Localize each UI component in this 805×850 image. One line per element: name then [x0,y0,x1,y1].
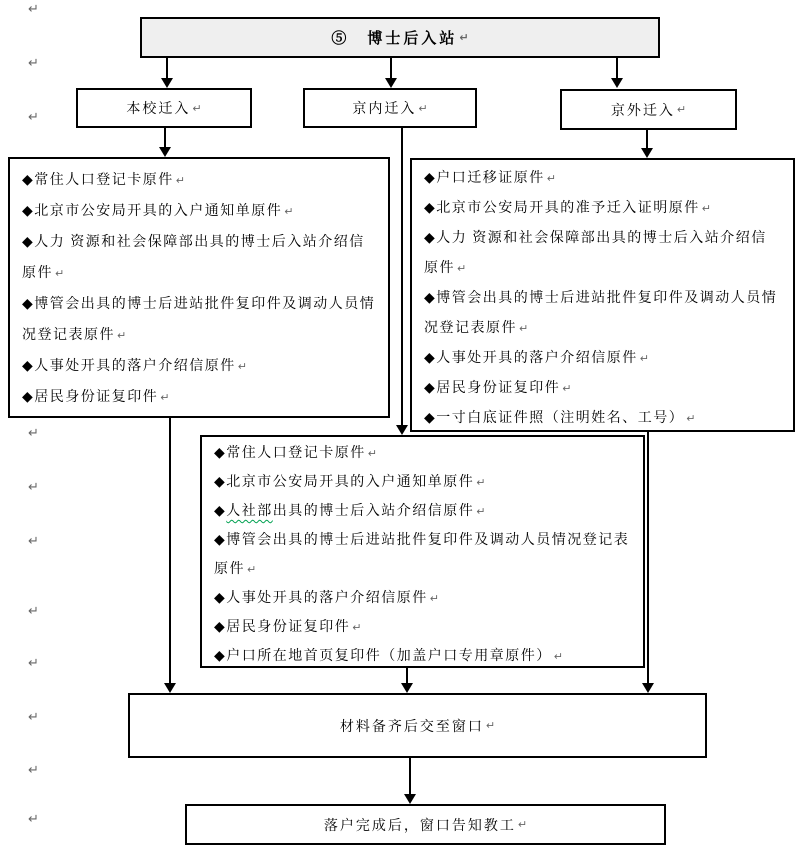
within-beijing-requirements-box [200,435,645,668]
arrow-line-local-to-list [164,128,166,147]
local-transfer-requirements-box [8,157,390,418]
arrow-head-outside-to-list [641,148,653,158]
paragraph-mark-icon: ↵ [28,426,39,441]
arrow-line-within-to-list [401,128,403,425]
paragraph-mark-icon: ↵ [237,360,247,373]
paragraph-mark-icon: ↵ [418,101,428,115]
paragraph-mark-icon: ↵ [459,31,469,44]
paragraph-mark-icon: ↵ [429,592,439,605]
paragraph-mark-icon: ↵ [117,329,127,342]
branch-box-local-transfer [76,88,252,128]
requirement-item: ◆户口迁移证原件 ↵ [424,171,556,186]
complete-notify-box [185,804,666,845]
requirement-item: ◆人力 资源和社会保障部出具的博士后入站介绍信原件 ↵ [424,231,767,276]
requirement-item: ◆博管会出具的博士后进站批件复印件及调动人员情况登记表原件 ↵ [214,533,630,577]
branch-label: 京外迁入 [610,103,675,119]
arrow-line-title-to-outside [616,58,618,78]
paragraph-mark-icon: ↵ [476,476,486,489]
arrow-line-submit-to-complete [409,758,411,794]
requirement-item: ◆户口所在地首页复印件（加盖户口专用章原件） ↵ [214,649,563,664]
requirement-item: ◆一寸白底证件照（注明姓名、工号） ↵ [424,411,696,426]
requirement-item: ◆北京市公安局开具的准予迁入证明原件 ↵ [424,201,711,216]
paragraph-mark-icon: ↵ [686,412,696,425]
paragraph-mark-icon: ↵ [546,172,556,185]
paragraph-mark-icon: ↵ [160,391,170,404]
paragraph-mark-icon: ↵ [476,505,486,518]
paragraph-mark-icon: ↵ [28,763,39,778]
submit-materials-box [128,693,707,758]
paragraph-mark-icon: ↵ [28,812,39,827]
paragraph-mark-icon: ↵ [553,650,563,663]
spellcheck-wavy-underline: 人社部 [226,504,273,519]
requirement-item: ◆居民身份证复印件 ↵ [424,381,572,396]
paragraph-mark-icon: ↵ [28,656,39,671]
requirement-item: ◆居民身份证复印件 ↵ [214,620,362,635]
requirement-item: ◆博管会出具的博士后进站批件复印件及调动人员情况登记表原件 ↵ [22,297,376,343]
paragraph-mark-icon: ↵ [28,56,39,71]
title-box [140,17,660,58]
paragraph-mark-icon: ↵ [676,103,687,116]
paragraph-mark-icon: ↵ [192,101,202,115]
paragraph-mark-icon: ↵ [175,174,185,187]
paragraph-mark-icon: ↵ [28,2,39,17]
requirement-item: ◆博管会出具的博士后进站批件复印件及调动人员情况登记表原件 ↵ [424,291,778,336]
paragraph-mark-icon: ↵ [247,563,257,576]
requirement-item: ◆北京市公安局开具的入户通知单原件 ↵ [22,204,294,219]
requirement-item: ◆常住人口登记卡原件 ↵ [214,446,377,461]
branch-label: 京内迁入 [352,102,417,117]
arrow-head-midlist-to-submit [401,683,413,693]
requirement-item: ◆人社部出具的博士后入站介绍信原件 ↵ [214,504,486,519]
arrow-line-rightlist-to-submit [647,432,649,683]
requirement-item: ◆居民身份证复印件 ↵ [22,390,170,405]
paragraph-mark-icon: ↵ [28,710,39,725]
arrow-line-outside-to-list [646,130,648,148]
arrow-head-title-to-outside [611,78,623,88]
branch-label: 本校迁入 [126,102,191,117]
arrow-line-title-to-local [166,58,168,78]
requirement-item: ◆人力 资源和社会保障部出具的博士后入站介绍信原件 ↵ [22,235,365,281]
paragraph-mark-icon: ↵ [701,202,711,215]
submit-label: 材料备齐后交至窗口 [339,719,484,735]
arrow-head-title-to-within [385,78,397,88]
outside-beijing-requirements-box [410,158,795,432]
paragraph-mark-icon: ↵ [485,719,496,732]
arrow-line-midlist-to-submit [406,668,408,683]
paragraph-mark-icon: ↵ [367,447,377,460]
title-label: ⑤ 博士后入站 [331,31,458,47]
paragraph-mark-icon: ↵ [519,322,529,335]
requirement-item: ◆常住人口登记卡原件 ↵ [22,173,185,188]
arrow-head-submit-to-complete [404,794,416,804]
branch-box-outside-beijing [560,89,737,130]
paragraph-mark-icon: ↵ [517,818,528,831]
paragraph-mark-icon: ↵ [457,262,467,275]
arrow-line-leftlist-to-submit [169,418,171,683]
paragraph-mark-icon: ↵ [562,382,572,395]
paragraph-mark-icon: ↵ [28,110,39,125]
arrow-line-title-to-within [390,58,392,78]
paragraph-mark-icon: ↵ [28,534,39,549]
paragraph-mark-icon: ↵ [284,205,294,218]
paragraph-mark-icon: ↵ [55,267,65,280]
paragraph-mark-icon: ↵ [28,604,39,619]
paragraph-mark-icon: ↵ [352,621,362,634]
arrow-head-title-to-local [161,78,173,88]
arrow-head-within-to-list [396,425,408,435]
complete-label: 落户完成后，窗口告知教工 [323,818,516,834]
requirement-item: ◆人事处开具的落户介绍信原件 ↵ [22,359,247,374]
requirement-item: ◆人事处开具的落户介绍信原件 ↵ [424,351,649,366]
paragraph-mark-icon: ↵ [639,352,649,365]
requirement-item: ◆北京市公安局开具的入户通知单原件 ↵ [214,475,486,490]
paragraph-mark-icon: ↵ [28,480,39,495]
arrow-head-rightlist-to-submit [642,683,654,693]
requirement-item: ◆人事处开具的落户介绍信原件 ↵ [214,591,439,606]
arrow-head-local-to-list [159,147,171,157]
branch-box-within-beijing [303,88,477,128]
arrow-head-leftlist-to-submit [164,683,176,693]
